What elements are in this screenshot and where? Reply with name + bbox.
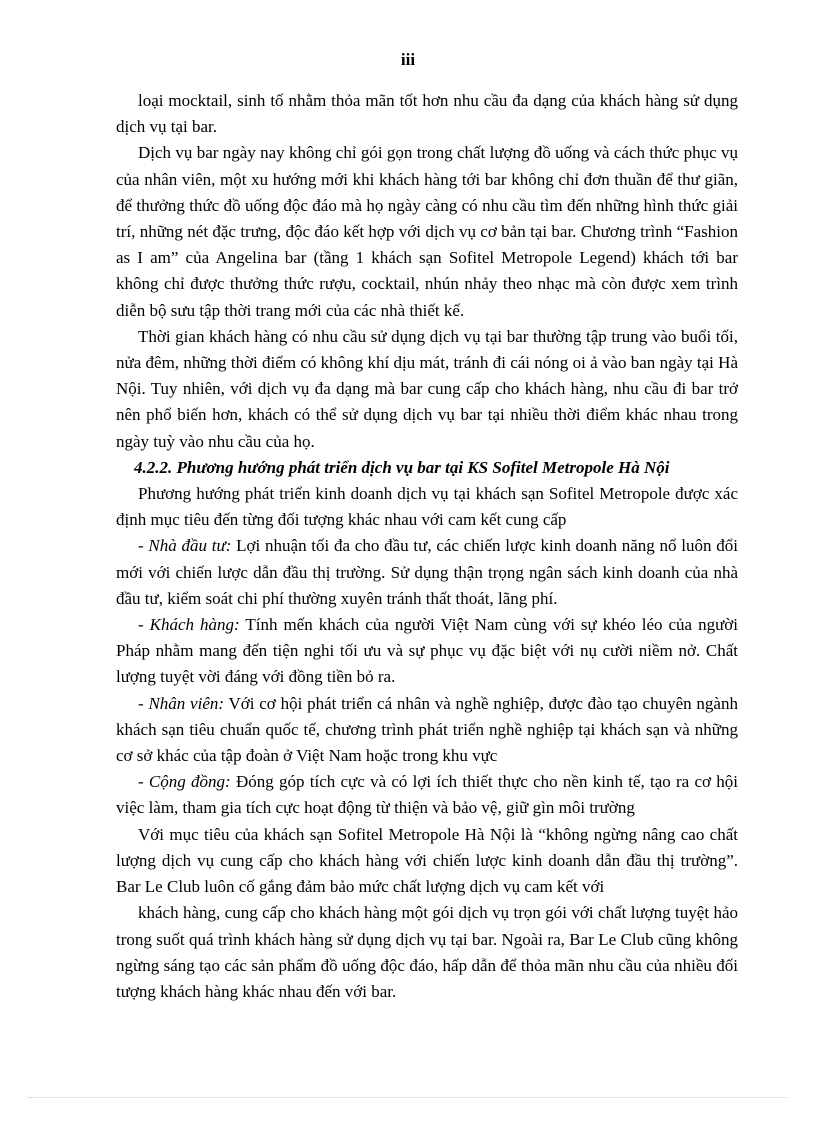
paragraph-intro: Phương hướng phát triển kinh doanh dịch vụ tại khách sạn Sofitel Metropole được xác định mục tiêu đến từng đối tượng khác nhau với cam kết cung cấp	[116, 484, 738, 530]
list-item-text: Với cơ hội phát triển cá nhân và nghề nghiệp, được đào tạo chuyên ngành khách sạn tiêu chuẩn quốc tế, chương trình phát triển nghề nghiệp tại khách sạn và những cơ sở khác của tập đoàn ở Việt Nam hoặc trong khu vực	[116, 693, 738, 766]
document-body	[116, 88, 738, 1005]
list-item-text: Lợi nhuận tối đa cho đầu tư, các chiến lược kinh doanh năng nổ luôn đổi mới với chiến lược dẫn đầu thị trường. Sử dụng thận trọng ngân sách kinh doanh của nhà đầu tư, kiểm soát chi phí thường xuyên tránh thất thoát, lãng phí.	[116, 536, 738, 608]
section-heading: 4.2.2. Phương hướng phát triển dịch vụ bar tại KS Sofitel Metropole Hà Nội	[134, 457, 670, 477]
paragraph-bar-timing: Thời gian khách hàng có nhu cầu sử dụng dịch vụ tại bar thường tập trung vào buổi tối, nửa đêm, những thời điểm có không khí dịu mát, tránh đi cái nóng oi ả vào ban ngày tại Hà Nội. Tuy nhiên, với dịch vụ đa dạng mà bar cung cấp cho khách hàng, nhu cầu đi bar trở nên phổ biến hơn, khách có thể sử dụng dịch vụ bar tại nhiều thời điểm khác nhau trong ngày tuỳ vào nhu cầu của họ.	[116, 326, 738, 451]
list-item-label: Cộng đồng:	[148, 772, 231, 792]
list-item-employees: - Nhân viên: Với cơ hội phát triển cá nhân và nghề nghiệp, được đào tạo chuyên ngành khách sạn tiêu chuẩn quốc tế, chương trình phát triển nghề nghiệp tại khách sạn và những cơ sở khác của tập đoàn ở Việt Nam hoặc trong khu vực	[116, 693, 738, 766]
paragraph-closing-start: Với mục tiêu của khách sạn Sofitel Metropole Hà Nội là “không ngừng nâng cao chất lượng dịch vụ cung cấp cho khách hàng với chiến lược kinh doanh dẫn đầu thị trường”. Bar Le Club luôn cố gắng đảm bảo mức chất lượng dịch vụ cam kết với	[116, 824, 738, 897]
list-item-community: - Cộng đồng: Đóng góp tích cực và có lợi ích thiết thực cho nền kinh tế, tạo ra cơ hội việc làm, tham gia tích cực hoạt động từ thiện và bảo vệ, giữ gìn môi trường	[116, 772, 738, 818]
list-item-text: Đóng góp tích cực và có lợi ích thiết thực cho nền kinh tế, tạo ra cơ hội việc làm, tham gia tích cực hoạt động từ thiện và bảo vệ, giữ gìn môi trường	[116, 772, 738, 818]
page-number: iii	[400, 50, 416, 69]
list-item-customers: - Khách hàng: Tính mến khách của người Việt Nam cùng với sự khéo léo của người Pháp nhằm mang đến tiện nghi tối ưu và sự phục vụ đặc biệt với nụ cười niềm nở. Chất lượng tuyệt vời đáng với đồng tiền bỏ ra.	[116, 615, 739, 687]
paragraph-bar-trends: Dịch vụ bar ngày nay không chỉ gói gọn trong chất lượng đồ uống và cách thức phục vụ của nhân viên, một xu hướng mới khi khách hàng tới bar không chỉ đơn thuần để thư giãn, để thưởng thức đồ uống độc đáo mà họ ngày càng có nhu cầu tìm đến những hình thức giải trí, những nét đặc trưng, độc đáo kết hợp với dịch vụ cơ bản tại bar. Chương trình “Fashion as I am” của Angelina bar (tầng 1 khách sạn Sofitel Metropole Legend) khách tới bar không chỉ được thưởng thức rượu, cocktail, nhún nhảy theo nhạc mà còn được xem trình diễn bộ sưu tập thời trang mới của các nhà thiết kế.	[116, 143, 738, 320]
list-item-label: Nhân viên:	[148, 693, 225, 713]
list-item-label: Khách hàng:	[149, 615, 240, 635]
paragraph-bar-products: loại mocktail, sinh tố nhằm thỏa mãn tốt hơn nhu cầu đa dạng của khách hàng sử dụng dịch vụ tại bar.	[116, 91, 738, 137]
paragraph-closing-continued: khách hàng, cung cấp cho khách hàng một gói dịch vụ trọn gói với chất lượng tuyệt hảo trong suốt quá trình khách hàng sử dụng dịch vụ tại bar. Ngoài ra, Bar Le Club cũng không ngừng sáng tạo các sản phẩm đồ uống độc đáo, hấp dẫn để thỏa mãn nhu cầu của nhiều đối tượng khách hàng khác nhau đến với bar.	[116, 903, 738, 1001]
list-item-text: Tính mến khách của người Việt Nam cùng với sự khéo léo của người Pháp nhằm mang đến tiện nghi tối ưu và sự phục vụ đặc biệt với nụ cười niềm nở. Chất lượng tuyệt vời đáng với đồng tiền bỏ ra.	[116, 615, 739, 687]
list-item-investors: - Nhà đầu tư: Lợi nhuận tối đa cho đầu tư, các chiến lược kinh doanh năng nổ luôn đổi mới với chiến lược dẫn đầu thị trường. Sử dụng thận trọng ngân sách kinh doanh của nhà đầu tư, kiểm soát chi phí thường xuyên tránh thất thoát, lãng phí.	[116, 536, 738, 608]
list-item-label: Nhà đầu tư:	[148, 536, 232, 556]
footer-divider	[28, 1097, 788, 1098]
